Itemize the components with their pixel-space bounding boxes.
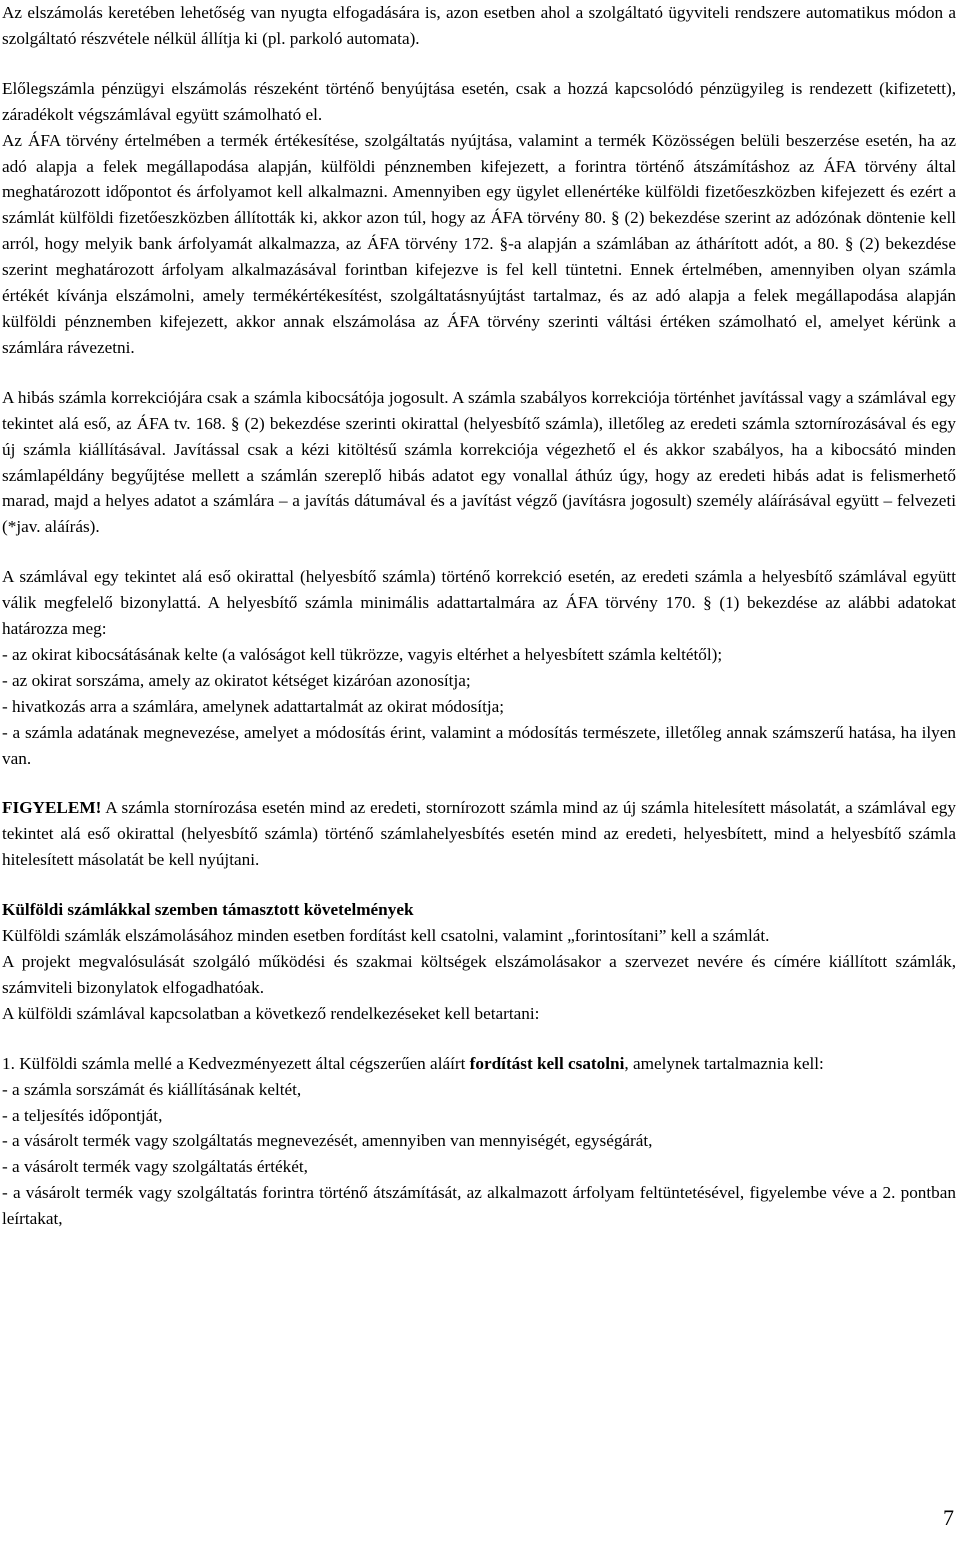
paragraph-eligible-invoices: A projekt megvalósulását szolgáló működési és szakmai költségek elszámolásakor a szervezet nevére és címére kiállított számlák, számviteli bizonylatok elfogadhatóak. bbox=[2, 952, 956, 997]
list-item: - az okirat kibocsátásának kelte (a valóságot kell tükrözze, vagyis eltérhet a helyesbített számla keltétől); bbox=[2, 644, 723, 664]
list-item: - a teljesítés időpontját, bbox=[2, 1105, 163, 1125]
paragraph-invoice-correction: A hibás számla korrekciójára csak a számla kibocsátója jogosult. A számla szabályos korrekciója történhet javítással vagy a számlával egy tekintet alá eső, az ÁFA tv. 168. § (2) bekezdése szerinti okirattal (helyesbítő számla), illetőleg az eredeti számla sztornírozásával és egy új számla kiállításával. Javítással csak a kézi kitöltésű számla korrekciója végezhető el és akkor szabályos, ha a kibocsátó minden számlapéldány begyűjtése mellett a számlán szereplő hibás adatot egy vonallal áthúz úgy, hogy az eredeti hibás adat is felismerhető marad, majd a helyes adatot a számlára – a javítás dátumával és a javítást végző (javításra jogosult) személy aláírásával együtt – felvezeti (*jav. aláírás). bbox=[2, 387, 956, 537]
list-item: - a vásárolt termék vagy szolgáltatás forintra történő átszámítását, az alkalmazott árfolyam feltüntetésével, figyelembe véve a 2. pontban leírtakat, bbox=[2, 1183, 956, 1229]
list-item: - a számla sorszámát és kiállításának keltét, bbox=[2, 1079, 302, 1099]
attention-text: A számla stornírozása esetén mind az eredeti, stornírozott számla mind az új számla hitelesített másolatát, a számlával egy tekintet alá eső okirattal (helyesbítő számla) történő számlahelyesbítés esetén mind az eredeti, helyesbített, mind a helyesbítő számla hitelesített másolatát be kell nyújtani. bbox=[2, 798, 956, 870]
section-heading: Külföldi számlákkal szemben támasztott követelmények bbox=[2, 900, 414, 920]
paragraph-vat-currency: Az ÁFA törvény értelmében a termék értékesítése, szolgáltatás nyújtása, valamint a termék Közösségen belüli beszerzése esetén, ha az adó alapja a felek megállapodása alapján, külföldi pénznemben kifejezett, a forintra történő átszámításhoz az ÁFA törvény által meghatározott időpontot és árfolyamot kell alkalmazni. Amennyiben egy ügylet ellenértéke külföldi fizetőeszközben kifejezett és ezért a számlát külföldi fizetőeszközben állították ki, akkor azon túl, hogy az ÁFA törvény 80. § (2) bekezdése szerint az adózónak döntenie kell arról, hogy melyik bank árfolyamát alkalmazza, az ÁFA törvény 172. §-a alapján a számlában az áthárított adót, a 80. § (2) bekezdése szerint meghatározott árfolyam alkalmazásával forintban kifejezve is fel kell tüntetni. Ennek értelmében, amennyiben olyan számla értékét kívánja elszámolni, amely termékértékesítést, szolgáltatásnyújtást tartalmaz, és az adó alapja a felek megállapodása alapján külföldi pénznemben kifejezett, akkor annak elszámolása az ÁFA törvény szerinti váltási értéken számolható el, amelyet kérünk a számlára rávezetni. bbox=[2, 130, 956, 357]
paragraph-translation: Külföldi számlák elszámolásához minden esetben fordítást kell csatolni, valamint „forintosítani” kell a számlát. bbox=[2, 926, 770, 946]
paragraph-provisions-intro: A külföldi számlával kapcsolatban a következő rendelkezéseket kell betartani: bbox=[2, 1003, 540, 1023]
list-item: - a számla adatának megnevezése, amelyet a módosítás érint, valamint a módosítás természete, illetőleg annak számszerű hatása, ha ilyen van. bbox=[2, 722, 956, 768]
page-number: 7 bbox=[943, 1505, 954, 1530]
list-item: - a vásárolt termék vagy szolgáltatás megnevezését, amennyiben van mennyiségét, egységárát, bbox=[2, 1131, 653, 1151]
list-item: - az okirat sorszáma, amely az okiratot kétséget kizáróan azonosítja; bbox=[2, 670, 471, 690]
list-item: - a vásárolt termék vagy szolgáltatás értékét, bbox=[2, 1157, 308, 1177]
paragraph-corrective-document: A számlával egy tekintet alá eső okirattal (helyesbítő számla) történő korrekció esetén, az eredeti számla a helyesbítő számlával együtt válik megfelelő bizonylattá. A helyesbítő számla minimális adattartalmára az ÁFA törvény 170. § (1) bekezdése az alábbi adatokat határozza meg: bbox=[2, 567, 956, 639]
numbered-bold-text: fordítást kell csatolni bbox=[469, 1053, 625, 1073]
paragraph-attention bbox=[2, 795, 956, 873]
paragraph-receipt: Az elszámolás keretében lehetőség van nyugta elfogadására is, azon esetben ahol a szolgáltató ügyviteli rendszere automatikus módon a szolgáltató részvétele nélkül állítja ki (pl. parkoló automata). bbox=[2, 3, 956, 48]
list-item: - hivatkozás arra a számlára, amelynek adattartalmát az okirat módosítja; bbox=[2, 696, 505, 716]
paragraph-numbered-1 bbox=[2, 1051, 956, 1077]
attention-label: FIGYELEM! bbox=[2, 798, 102, 818]
paragraph-advance-invoice: Előlegszámla pénzügyi elszámolás részeként történő benyújtása esetén, csak a hozzá kapcsolódó pénzügyileg is rendezett (kifizetett), záradékolt végszámlával együtt számolható el. bbox=[2, 78, 956, 124]
numbered-text-before: 1. Külföldi számla mellé a Kedvezményezett által cégszerűen aláírt bbox=[2, 1053, 470, 1073]
numbered-text-after: , amelynek tartalmaznia kell: bbox=[624, 1053, 824, 1073]
